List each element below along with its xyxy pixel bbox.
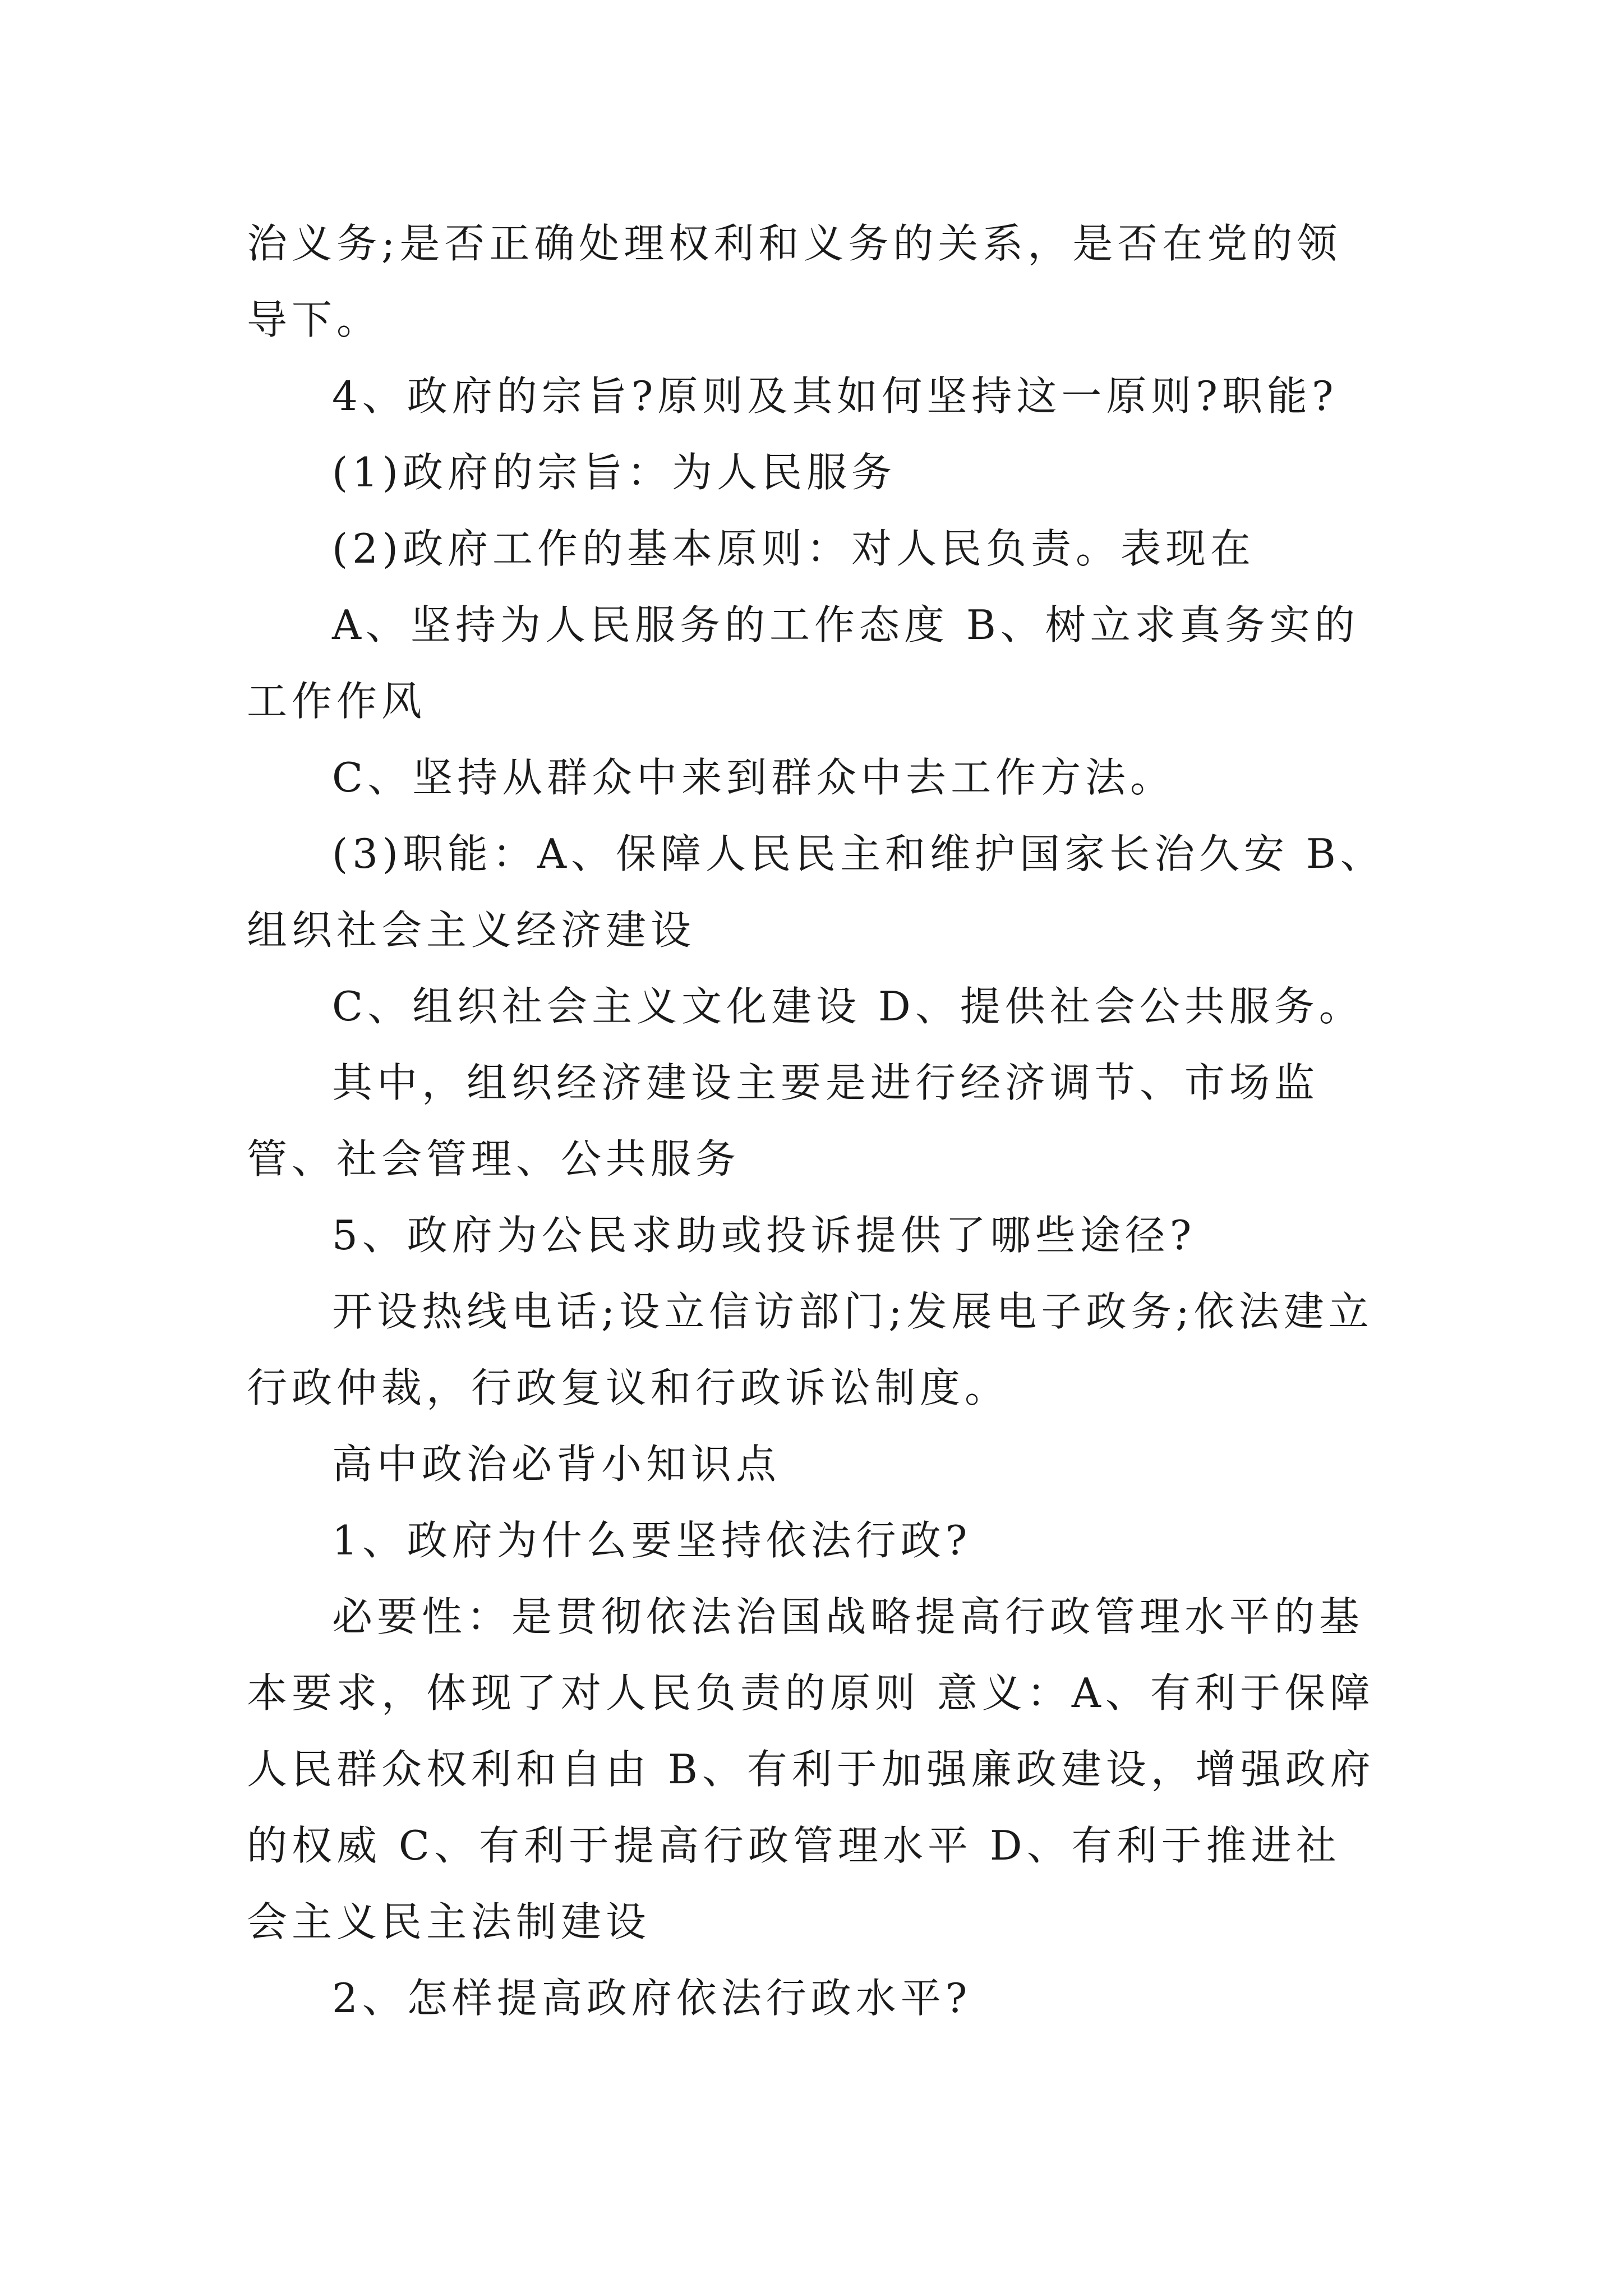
question-4-heading: 4、政府的宗旨?原则及其如何坚持这一原则?职能? — [332, 372, 1338, 420]
paragraph-functions: (3)职能：A、保障人民民主和维护国家长治久安 B、组织社会主义经济建设 — [247, 830, 1385, 954]
paragraph-principle: (2)政府工作的基本原则：对人民负责。表现在 — [332, 525, 1255, 572]
section-title: 高中政治必背小知识点 — [332, 1441, 781, 1488]
paragraph-purpose: (1)政府的宗旨：为人民服务 — [332, 449, 896, 496]
paragraph-necessity-significance: 必要性：是贯彻依法治国战略提高行政管理水平的基本要求，体现了对人民负责的原则 意义：A、有利于保障人民群众权利和自由 B、有利于加强廉政建设，增强政府的权威 C、有利于提高行政管理水平 D、有利于推进社会主义民主法制建设 — [247, 1593, 1375, 1945]
paragraph-principle-a-b: A、坚持为人民服务的工作态度 B、树立求真务实的工作作风 — [247, 601, 1359, 725]
paragraph-complaint-channels: 开设热线电话;设立信访部门;发展电子政务;依法建立行政仲裁，行政复议和行政诉讼制度。 — [247, 1288, 1373, 1411]
paragraph-economic-construction: 其中，组织经济建设主要是进行经济调节、市场监管、社会管理、公共服务 — [247, 1059, 1320, 1182]
document-body — [247, 205, 1385, 2036]
paragraph-continuation: 治义务;是否正确处理权利和义务的关系，是否在党的领导下。 — [247, 220, 1342, 343]
question-5-heading: 5、政府为公民求助或投诉提供了哪些途径? — [332, 1212, 1196, 1259]
question-1-heading: 1、政府为什么要坚持依法行政? — [332, 1517, 972, 1564]
question-2-heading: 2、怎样提高政府依法行政水平? — [332, 1975, 972, 2022]
paragraph-functions-c-d: C、组织社会主义文化建设 D、提供社会公共服务。 — [332, 983, 1364, 1030]
paragraph-principle-c: C、坚持从群众中来到群众中去工作方法。 — [332, 754, 1175, 801]
